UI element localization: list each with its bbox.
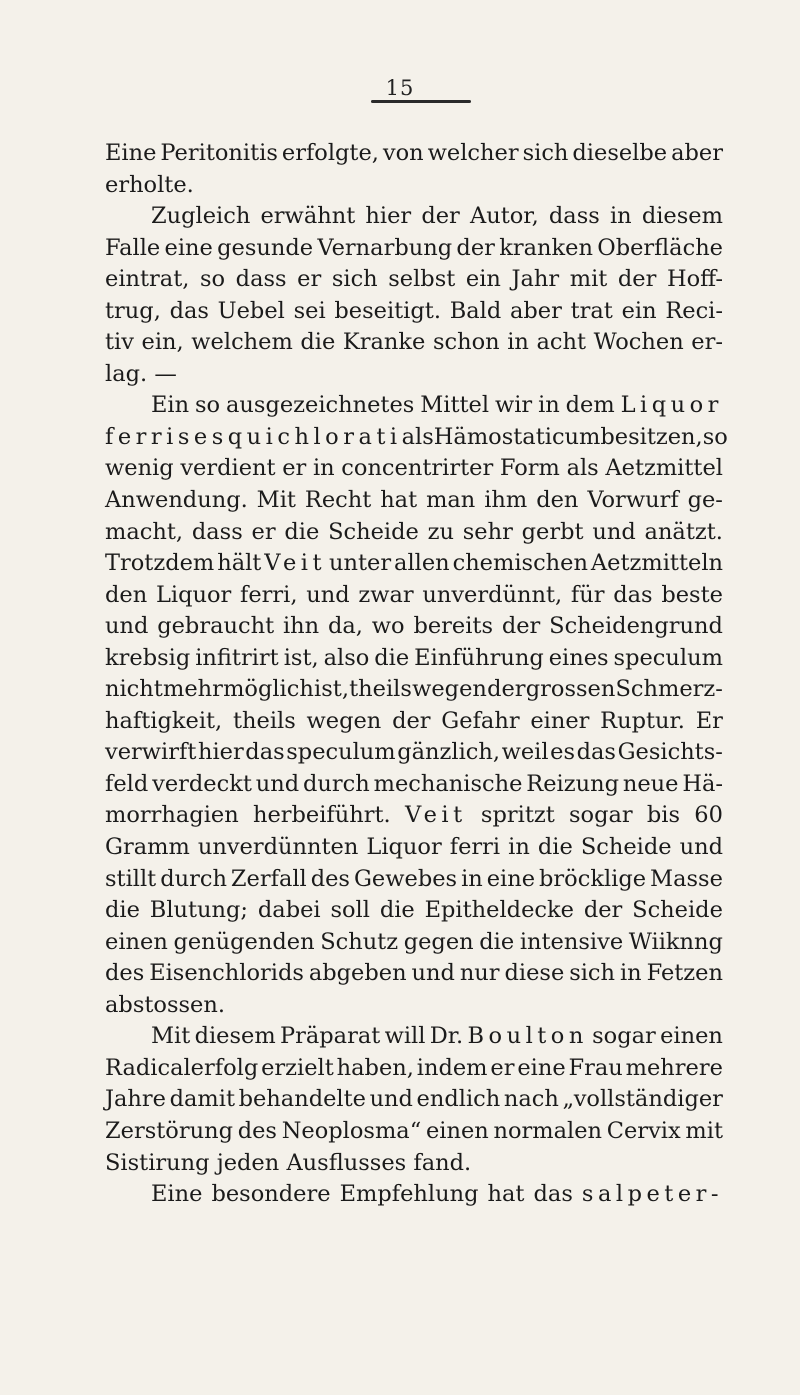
word: Peritonitis (160, 140, 278, 166)
text-line (105, 201, 723, 233)
text-line (105, 769, 723, 801)
word: Neoplosma“ (281, 1117, 422, 1144)
text-line (105, 580, 723, 612)
word: Dr. (429, 1023, 464, 1050)
word: „vollständiger (562, 1086, 723, 1113)
word: grossen (525, 676, 616, 703)
word: wo (371, 613, 405, 640)
word: verwirft (105, 739, 197, 766)
word: Cervix (606, 1117, 681, 1144)
word: will (384, 1023, 426, 1050)
word: einen (105, 928, 168, 955)
text-line (105, 1116, 723, 1148)
word: jeden (216, 1149, 280, 1176)
word: Mit (256, 487, 296, 514)
word: ist, (283, 644, 319, 671)
text-line (105, 706, 723, 738)
word: Aetzmitteln (590, 550, 723, 577)
word: nur (459, 960, 500, 987)
word: die (300, 329, 336, 356)
word: concentrirter (341, 455, 494, 482)
word: er (282, 455, 307, 482)
word: sogar (569, 802, 633, 829)
word: nach (503, 1086, 559, 1113)
word: einer (530, 707, 590, 734)
word: ferri (105, 423, 178, 450)
word: welchem (191, 329, 293, 356)
word: sesqui (177, 423, 278, 450)
word: verdient (180, 455, 276, 482)
word: des (105, 960, 145, 987)
word: Zerstörung (105, 1117, 233, 1144)
word: anätzt. (644, 518, 723, 545)
word: Scheide (580, 834, 672, 861)
word: haben, (336, 1054, 414, 1081)
word: aber (509, 297, 562, 324)
word: welcher (427, 140, 519, 166)
word: der (501, 613, 541, 640)
word: so (702, 423, 728, 450)
word: schon (432, 329, 500, 356)
word: Epitheldecke (424, 897, 574, 924)
word: Fetzen (646, 960, 723, 987)
word: Autor, (469, 203, 539, 230)
text-line (105, 1021, 723, 1053)
word: beste (661, 581, 723, 608)
word: besitzen, (600, 423, 703, 450)
word: durch (303, 770, 370, 797)
text-line (105, 170, 723, 202)
word: einen (660, 1023, 723, 1050)
word: Einführung (414, 644, 544, 671)
word: eine (486, 865, 536, 892)
word: wir (494, 392, 533, 419)
word: trug, (105, 297, 161, 324)
word: in (507, 329, 529, 356)
word: fand. (413, 1149, 472, 1176)
word: so (200, 266, 226, 293)
word: dass (548, 203, 600, 230)
text-line (105, 1148, 723, 1180)
text-line (105, 548, 723, 580)
word: indem (416, 1054, 488, 1081)
word: besondere (211, 1181, 331, 1208)
word: Schmerz- (615, 676, 723, 703)
word: selbst (388, 266, 456, 293)
word: neue (622, 770, 679, 797)
page-number: 15 (385, 76, 415, 100)
text-line (105, 1053, 723, 1085)
word: gebraucht (157, 613, 275, 640)
word: er (251, 518, 276, 545)
word: wenig (105, 455, 174, 482)
word: in (312, 455, 335, 482)
word: chlorati (277, 423, 402, 450)
word: gänzlich, (397, 739, 501, 766)
word: theils (232, 707, 296, 734)
word: kranken (499, 234, 593, 261)
word: Scheide (632, 897, 723, 924)
word: die (105, 897, 140, 924)
word: ist, (314, 676, 349, 703)
word: die (374, 644, 410, 671)
word: verdeckt (152, 770, 252, 797)
word: unter (328, 550, 392, 577)
text-line (105, 674, 723, 706)
text-line (105, 990, 723, 1022)
word: Veit (404, 802, 467, 829)
word: unverdünnten (197, 834, 359, 861)
text-line (105, 264, 723, 296)
word: Wiiknng (628, 928, 723, 955)
word: allen (394, 550, 450, 577)
word: mehr (163, 676, 223, 703)
word: ein (465, 266, 501, 293)
word: in (508, 834, 530, 861)
word: das (169, 297, 209, 324)
word: ferri (449, 834, 501, 861)
word: sogar (592, 1023, 656, 1050)
word: Schutz (320, 928, 399, 955)
word: man (426, 487, 476, 514)
word: Frau (568, 1054, 623, 1081)
word: erholte. (105, 171, 194, 198)
word: durch (160, 865, 227, 892)
word: hat (380, 487, 418, 514)
word: Scheidengrund (549, 613, 723, 640)
word: acht (536, 329, 587, 356)
text-line (105, 864, 723, 896)
word: Bald (449, 297, 502, 324)
header-rule (371, 100, 471, 103)
text-line (105, 927, 723, 959)
word: er (490, 1054, 515, 1081)
text-line (105, 895, 723, 927)
word: Veit (264, 550, 327, 577)
word: erzielt (261, 1054, 334, 1081)
word: infitrirt (195, 644, 279, 671)
word: speculum (286, 739, 396, 766)
word: bis (646, 802, 681, 829)
word: mit (685, 1117, 723, 1144)
word: zwar (358, 581, 414, 608)
word: wegen (306, 707, 382, 734)
word: nicht (105, 676, 163, 703)
word: Ein (151, 392, 190, 419)
word: krebsig (105, 644, 191, 671)
word: weil (501, 739, 549, 766)
word: Kranke (342, 329, 426, 356)
word: dass (235, 266, 287, 293)
word: erfolgte, (281, 140, 379, 166)
word: haftigkeit, (105, 707, 223, 734)
word: Trotzdem (105, 550, 215, 577)
word: Gewebes (353, 865, 458, 892)
word: gerbt (521, 518, 584, 545)
word: und (306, 581, 350, 608)
word: speculum (613, 644, 723, 671)
word: chemischen (452, 550, 588, 577)
word: des (237, 1117, 277, 1144)
word: Reci- (665, 297, 723, 324)
word: soll (330, 897, 370, 924)
word: sich (331, 266, 378, 293)
word: Boulton (467, 1023, 588, 1050)
word: Form (499, 455, 560, 482)
text-line (105, 800, 723, 832)
word: Liquor (366, 834, 442, 861)
word: Falle (105, 234, 161, 261)
word: das (576, 739, 616, 766)
word: bereits (413, 613, 494, 640)
word: so (195, 392, 221, 419)
word: Präparat (279, 1023, 381, 1050)
word: Eine (151, 1181, 203, 1208)
word: Empfehlung (339, 1181, 479, 1208)
text-line (105, 390, 723, 422)
word: und (369, 1086, 413, 1113)
word: der (583, 897, 623, 924)
word: Zerfall (230, 865, 307, 892)
word: der (392, 707, 431, 734)
word: Eine (105, 140, 157, 166)
word: Vernarbung (317, 234, 453, 261)
word: sich (522, 140, 569, 166)
word: morrhagien (105, 802, 239, 829)
word: stillt (105, 865, 157, 892)
word: in (538, 392, 560, 419)
word: und (679, 834, 723, 861)
word: er (297, 266, 322, 293)
word: Zugleich (151, 203, 251, 230)
word: in (619, 960, 642, 987)
word: die (537, 834, 573, 861)
word: und (411, 960, 455, 987)
word: hat (487, 1181, 525, 1208)
word: Anwendung. (105, 487, 248, 514)
word: eine (164, 234, 213, 261)
word: Blutung; (149, 897, 249, 924)
word: und (105, 613, 149, 640)
word: dem (565, 392, 615, 419)
text-line (105, 832, 723, 864)
word: abgeben (308, 960, 407, 987)
word: hier (197, 739, 244, 766)
word: Oberfläche (597, 234, 723, 261)
word: mechanische (373, 770, 523, 797)
word: Liquor (155, 581, 232, 608)
word: mehrere (625, 1054, 723, 1081)
word: herbeiführt. (252, 802, 391, 829)
word: gegen (403, 928, 474, 955)
word: Sistirung (105, 1149, 210, 1176)
word: Eisenchlorids (149, 960, 304, 987)
word: aber (671, 140, 723, 166)
word: und (592, 518, 636, 545)
word: diesem (194, 1023, 276, 1050)
word: möglich (223, 676, 314, 703)
word: wegen (412, 676, 487, 703)
word: und (255, 770, 300, 797)
text-line (105, 1179, 723, 1211)
word: Scheide (328, 518, 419, 545)
word: die (479, 928, 515, 955)
word: ihm (484, 487, 528, 514)
word: Ruptur. (600, 707, 685, 734)
word: ferri, (240, 581, 298, 608)
text-line (105, 327, 723, 359)
word: ausgezeichnetes (226, 392, 415, 419)
word: Ausflusses (286, 1149, 407, 1176)
word: der (487, 676, 526, 703)
word: als (566, 455, 599, 482)
word: da, (327, 613, 363, 640)
word: beseitigt. (334, 297, 441, 324)
word: Jahre (105, 1086, 166, 1113)
word: das (245, 739, 285, 766)
word: es (550, 739, 576, 766)
word: diese (504, 960, 565, 987)
word: spritzt (480, 802, 555, 829)
word: die (284, 518, 320, 545)
word: der (421, 203, 460, 230)
word: einen (425, 1117, 489, 1144)
word: intensive (519, 928, 624, 955)
word: Hämostaticum (433, 423, 601, 450)
word: theils (349, 676, 412, 703)
word: Aetzmittel (605, 455, 723, 482)
word: 60 (694, 802, 723, 829)
word: den (105, 581, 148, 608)
word: abstossen. (105, 991, 226, 1018)
word: Er (695, 707, 723, 734)
word: also (323, 644, 370, 671)
word: ein (621, 297, 657, 324)
word: Radicalerfolg (105, 1054, 259, 1081)
word: sich (569, 960, 616, 987)
text-line (105, 643, 723, 675)
word: Liquor (620, 392, 723, 419)
text-line (105, 359, 723, 391)
word: Mit (151, 1023, 191, 1050)
word: eintrat, (105, 266, 190, 293)
word: Reizung (526, 770, 619, 797)
word: Mittel (420, 392, 490, 419)
word: Recht (304, 487, 372, 514)
word: ein, (141, 329, 184, 356)
text-line (105, 138, 723, 170)
text-line (105, 233, 723, 265)
word: endlich (416, 1086, 501, 1113)
word: Gramm (105, 834, 190, 861)
word: Uebel (217, 297, 285, 324)
word: mit (569, 266, 608, 293)
text-line (105, 422, 728, 454)
word: zu (427, 518, 454, 545)
word: unverdünnt, (422, 581, 563, 608)
word: in (609, 203, 632, 230)
text-line (105, 296, 723, 328)
word: hält (217, 550, 262, 577)
word: er- (691, 329, 723, 356)
word: Wochen (593, 329, 684, 356)
word: der (617, 266, 657, 293)
word: behandelte (238, 1086, 366, 1113)
word: die (379, 897, 415, 924)
word: Masse (650, 865, 723, 892)
word: lag. (105, 360, 148, 387)
word: als (401, 423, 434, 450)
word: Hoff- (666, 266, 723, 293)
word: den (536, 487, 579, 514)
word: das (533, 1181, 573, 1208)
word: Jahr (511, 266, 560, 293)
word: ge- (687, 487, 723, 514)
word: Gefahr (441, 707, 520, 734)
text-line (105, 485, 723, 517)
word: feld (105, 770, 149, 797)
word: diesem (641, 203, 723, 230)
word: von (382, 140, 424, 166)
word: sehr (462, 518, 513, 545)
word: in (461, 865, 483, 892)
word: dieselbe (572, 140, 668, 166)
word: gesunde (217, 234, 314, 261)
body-text (105, 138, 728, 1211)
word: sei (293, 297, 326, 324)
word: Vorwurf (587, 487, 679, 514)
word: damit (169, 1086, 235, 1113)
word: genügenden (173, 928, 315, 955)
word: das (613, 581, 653, 608)
word: Gesichts- (617, 739, 723, 766)
word: bröcklige (539, 865, 647, 892)
word: macht, (105, 518, 184, 545)
word: für (570, 581, 605, 608)
text-line (105, 958, 723, 990)
word: hier (365, 203, 412, 230)
text-line (105, 611, 723, 643)
text-line (105, 1084, 723, 1116)
word: eine (517, 1054, 566, 1081)
word: dass (191, 518, 243, 545)
text-line (105, 737, 723, 769)
word: ihn (282, 613, 320, 640)
word: erwähnt (260, 203, 356, 230)
word: salpeter- (581, 1181, 723, 1208)
word: eines (548, 644, 609, 671)
word: der (456, 234, 495, 261)
word: — (154, 360, 177, 387)
word: Hä- (682, 770, 723, 797)
word: tiv (105, 329, 134, 356)
word: dabei (257, 897, 321, 924)
text-line (105, 517, 723, 549)
text-line (105, 453, 723, 485)
word: trat (570, 297, 613, 324)
word: des (310, 865, 350, 892)
word: normalen (493, 1117, 603, 1144)
